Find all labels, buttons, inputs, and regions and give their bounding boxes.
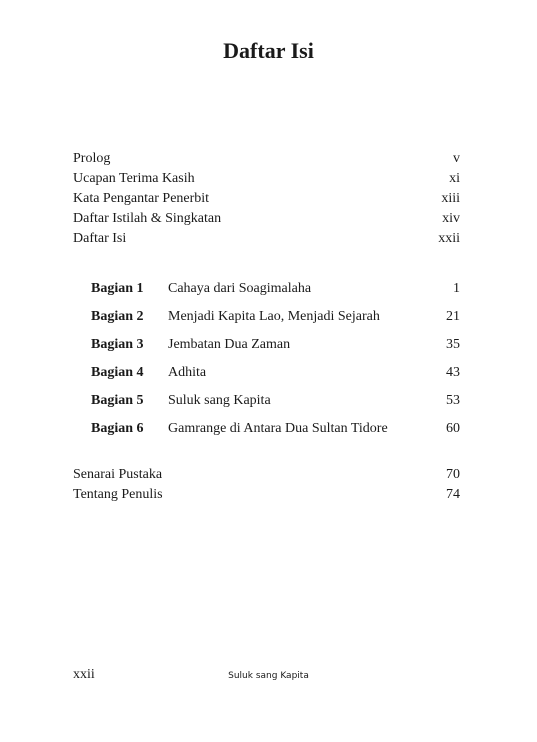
toc-entry-label: Senarai Pustaka [73, 467, 163, 482]
page-title: Daftar Isi [223, 38, 314, 63]
part-page: 43 [446, 365, 460, 380]
footer-page-number: xxii [73, 667, 95, 682]
part-page: 60 [446, 421, 460, 436]
toc-entry-label: Kata Pengantar Penerbit [73, 191, 210, 206]
part-entry [91, 415, 460, 443]
part-label: Bagian 2 [91, 309, 144, 324]
toc-entry-page: 74 [446, 487, 460, 502]
toc-entry [73, 209, 460, 229]
part-page: 35 [446, 337, 460, 352]
part-label: Bagian 1 [91, 281, 144, 296]
footer-book-title: Suluk sang Kapita [228, 671, 309, 681]
part-entry [91, 331, 460, 359]
part-label: Bagian 5 [91, 393, 144, 408]
part-page: 1 [453, 281, 460, 296]
toc-entry [73, 149, 460, 169]
part-title: Cahaya dari Soagimalaha [168, 281, 312, 296]
toc-entry-page: xxii [438, 231, 460, 246]
part-label: Bagian 4 [91, 365, 144, 380]
part-entry [91, 275, 460, 303]
toc-entry-page: 70 [446, 467, 460, 482]
toc-entry [73, 169, 460, 189]
toc-entry-page: xi [449, 171, 460, 186]
toc-entry-label: Ucapan Terima Kasih [73, 171, 195, 186]
toc-entry [73, 465, 460, 485]
toc-entry-label: Daftar Istilah & Singkatan [73, 211, 222, 226]
part-label: Bagian 6 [91, 421, 144, 436]
part-page: 21 [446, 309, 460, 324]
part-title: Jembatan Dua Zaman [168, 337, 291, 352]
toc-entry-label: Daftar Isi [73, 231, 127, 246]
toc-entry [73, 229, 460, 249]
back-matter-list [73, 465, 460, 505]
toc-entry [73, 485, 460, 505]
part-entry [91, 303, 460, 331]
part-title: Suluk sang Kapita [168, 393, 271, 408]
part-label: Bagian 3 [91, 337, 144, 352]
part-title: Adhita [168, 365, 207, 380]
part-page: 53 [446, 393, 460, 408]
part-title: Menjadi Kapita Lao, Menjadi Sejarah [168, 309, 380, 324]
part-title: Gamrange di Antara Dua Sultan Tidore [168, 421, 388, 436]
toc-entry-label: Tentang Penulis [73, 487, 163, 502]
toc-entry-label: Prolog [73, 151, 111, 166]
front-matter-list [73, 149, 460, 249]
toc-entry-page: xiv [442, 211, 460, 226]
toc-entry-page: xiii [441, 191, 460, 206]
toc-entry [73, 189, 460, 209]
part-entry [91, 359, 460, 387]
part-entry [91, 387, 460, 415]
parts-list [91, 275, 460, 443]
toc-entry-page: v [453, 151, 460, 166]
